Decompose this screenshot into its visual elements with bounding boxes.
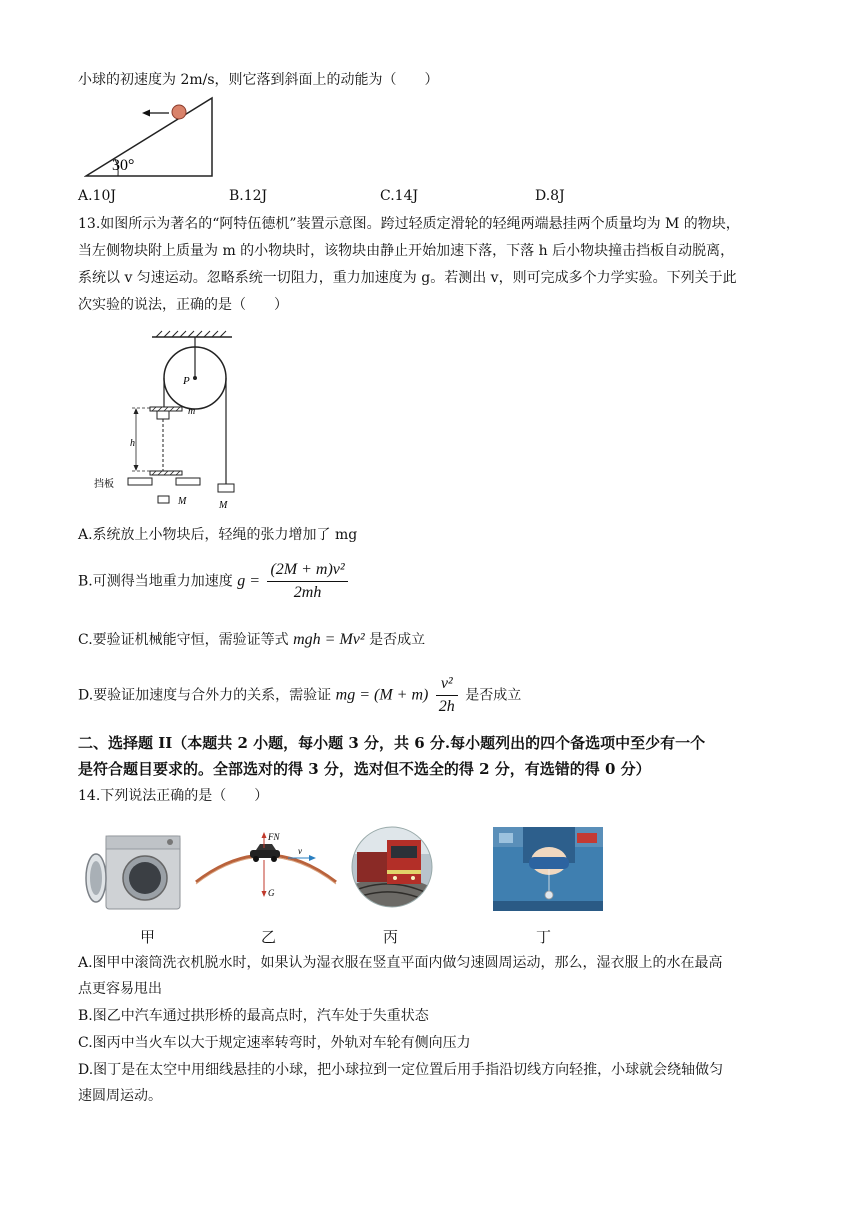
ball-icon (172, 105, 186, 119)
q13-line3: 系统以 v 匀速运动。忽略系统一切阻力，重力加速度为 g。若测出 v，则可完成多个力学实验。下列关于此 (78, 270, 737, 286)
normal-force-label: FN (268, 832, 280, 842)
formula-b-numerator: (2M + m)v² (267, 560, 347, 582)
arch-bridge-diagram (194, 830, 339, 914)
q13-option-d-text: D.要验证加速度与合外力的关系，需验证 (78, 687, 332, 704)
q12-option-d[interactable]: D.8J (535, 188, 565, 204)
q14-option-a-line2[interactable]: 点更容易甩出 (78, 981, 162, 997)
q14-option-d-line2[interactable]: 速圆周运动。 (78, 1088, 162, 1104)
caption-bing: 丙 (383, 928, 399, 946)
formula-c: mgh = Mv² (293, 631, 365, 648)
q13-line1: 13.如图所示为著名的“阿特伍德机”装置示意图。跨过轻质定滑轮的轻绳两端悬挂两个质量均为 M 的物块， (78, 216, 740, 232)
q13-option-d[interactable] (78, 674, 521, 717)
mass-left-label: M (178, 496, 187, 507)
car-icon (250, 844, 280, 862)
formula-d-lhs: mg = (M + m) (335, 686, 429, 704)
train-curve-image (351, 826, 433, 908)
q13-option-d-suffix: 是否成立 (465, 687, 522, 704)
q13-option-c-text: C.要验证机械能守恒，需验证等式 (78, 632, 289, 648)
atwood-machine-figure (92, 328, 252, 514)
q13-option-b-text: B.可测得当地重力加速度 (78, 573, 233, 590)
q13-line4: 次实验的说法，正确的是（ ） (78, 297, 288, 313)
caption-jia: 甲 (140, 928, 156, 946)
incline-figure (84, 96, 219, 181)
gravity-label: G (268, 888, 275, 898)
q13-line2: 当左侧物块附上质量为 m 的小物块时，该物块由静止开始加速下落，下落 h 后小物块撞击挡板自动脱离， (78, 243, 735, 259)
q14-option-d-line1[interactable]: D.图丁是在太空中用细线悬挂的小球，把小球拉到一定位置后用手指沿切线方向轻推，小球就会绕轴做匀 (78, 1062, 724, 1078)
q13-option-b[interactable] (78, 560, 351, 603)
q14-option-c[interactable]: C.图丙中当火车以大于规定速率转弯时，外轨对车轮有侧向压力 (78, 1035, 471, 1051)
q13-option-c[interactable] (78, 630, 425, 650)
q13-option-a[interactable]: A.系统放上小物块后，轻绳的张力增加了 mg (78, 527, 358, 543)
angle-label: 30° (112, 157, 135, 174)
plate-label: 挡板 (94, 479, 114, 490)
formula-b-fraction (267, 560, 347, 603)
height-label: h (130, 438, 135, 449)
mass-right-label: M (219, 500, 228, 511)
formula-d-fraction (436, 674, 458, 717)
space-station-image (493, 827, 603, 911)
caption-ding: 丁 (536, 928, 552, 946)
small-mass-label: m (188, 406, 196, 417)
formula-d-numerator: v² (436, 674, 458, 696)
formula-d-denominator: 2h (438, 698, 455, 715)
q12-option-b[interactable]: B.12J (229, 188, 268, 204)
q14-option-a-line1[interactable]: A.图甲中滚筒洗衣机脱水时，如果认为湿衣服在竖直平面内做匀速圆周运动，那么，湿衣服上的水在最高 (78, 955, 723, 971)
pulley-label: P (183, 375, 190, 387)
section2-heading-line1: 二、选择题 II（本题共 2 小题，每小题 3 分，共 6 分.每小题列出的四个备选项中至少有一个 (78, 734, 706, 752)
q14-option-b[interactable]: B.图乙中汽车通过拱形桥的最高点时，汽车处于失重状态 (78, 1008, 429, 1024)
caption-yi: 乙 (261, 928, 277, 946)
q12-option-c[interactable]: C.14J (380, 188, 419, 204)
formula-b-denominator: 2mh (293, 584, 322, 601)
q12-option-a[interactable]: A.10J (78, 188, 116, 204)
section2-heading-line2: 是符合题目要求的。全部选对的得 3 分，选对但不选全的得 2 分，有选错的得 0 分） (78, 760, 651, 778)
washing-machine-image (84, 832, 184, 912)
q12-stem: 小球的初速度为 2m/s，则它落到斜面上的动能为（ ） (78, 72, 439, 88)
formula-b-lhs: g = (237, 572, 260, 590)
q14-stem: 14.下列说法正确的是（ ） (78, 788, 269, 804)
velocity-label: v (298, 846, 302, 856)
q13-option-c-suffix: 是否成立 (369, 632, 426, 648)
